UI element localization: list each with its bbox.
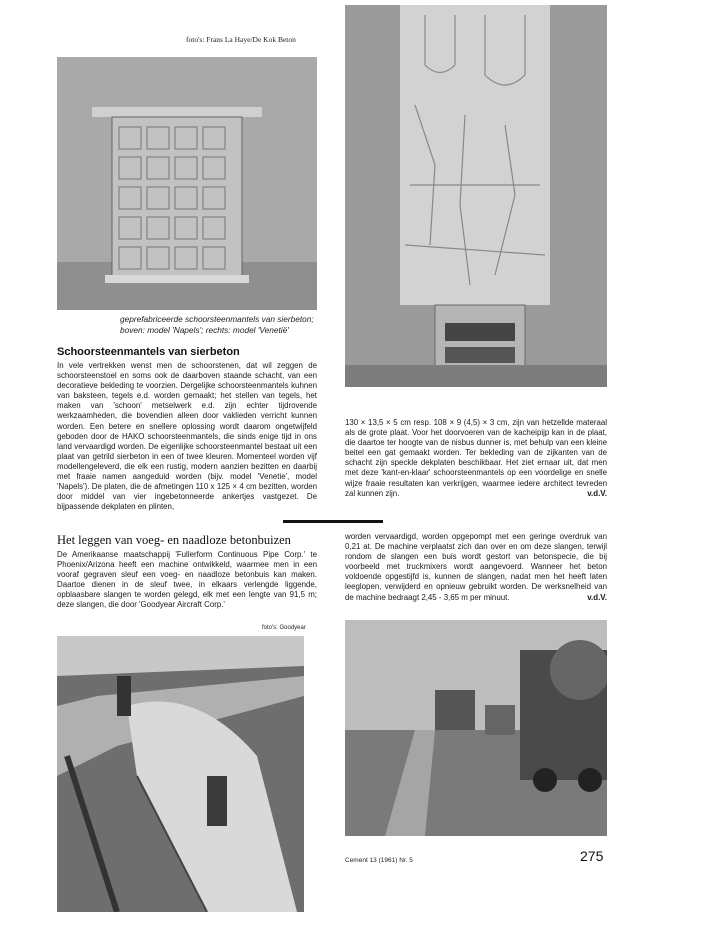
article2-heading: Het leggen van voeg- en naadloze betonbuizen [57, 533, 291, 547]
article1-signature: v.d.V. [587, 488, 607, 498]
article2-body-right [345, 532, 607, 603]
caption-line-1: geprefabriceerde schoorsteenmantels van sierbeton; [120, 314, 314, 324]
photo-caption [120, 314, 335, 336]
photo-truckmixers [345, 620, 607, 836]
article2-body-right-text: worden vervaardigd, worden opgepompt met een geringe overdruk van 0,21 at. De machine verplaatst zich dan over en om deze slangen, terwijl rondom de slangen een buis wordt gestort van betonspecie, die bij voorbeeld met truckmixers wordt aangevoerd. Wanneer het beton voldoende opgestijfd is, kunnen de slangen, nadat men het heeft laten leeglopen, verwijderd en opnieuw gebruikt worden. De werksnelheid van de machine bedraagt 2,45 - 3,65 m per minuut. [345, 532, 607, 602]
photo-credit-top: foto's: Frans La Haye/De Kok Beton [186, 35, 296, 44]
article2-signature: v.d.V. [587, 592, 607, 602]
article1-body-left: In vele vertrekken wenst men de schoorstenen, dat wil zeggen de schoorsteenstoel en soms ook de daarboven staande schacht, van een decoratieve bekleding te voorzien. Dergelijke schoorsteenmantels kuhnen van baksteen, tegels e.d. worden gemaakt; het stellen van tegels, het maken van 'schoon' metselwerk e.d. zijn echter tijdrovende werkzaamheden, die bovendien alleen door vaklieden verricht kunnen worden. Een betere en snellere oplossing wordt daarom ongetwijfeld geboden door de HAKO schoorsteenmantels, die sinds enige tijd in ons land vervaardigd worden. De eigenlijke schoorsteenmantel bestaat uit een plaat van getrild sierbeton in een of twee kleuren. Momenteel worden vijf modellengeleverd, die elk een rustig, modern aanzien bezitten en daarbij met fraaie namen aangeduid worden (bijv. model 'Venetie', model 'Napels'). De platen, die de afmetingen 110 x 125 × 4 cm bezitten, worden door middel van vier ingebetonneerde ankertjes vastgezet. De bijpassende dekplaten en plinten, [57, 361, 317, 512]
article1-body-right [345, 418, 607, 499]
article1-body-right-text: 130 × 13,5 × 5 cm resp. 108 × 9 (4,5) × 3 cm, zijn van hetzellde materaal als de grote plaat. Voor het doorvoeren van de kacheipijp kan in de plaat, die daartoe ter hoogte van de nisbus dunner is, met behulp van een kleine beitel een gat gemaakt worden. Ter bekleding van de zijkanten van de schacht zijn speckle dekplaten beschikbaar. Het ziet ernaar uit, dat men met deze 'kant-en-klaar' schoorsteenmantels op een voordelige en snelle wijze fraaie resultaten kan verkrijgen, waarmee iedere architect tevreden zal kunnen zijn. [345, 418, 607, 498]
journal-reference: Cement 13 (1961) Nr. 5 [345, 857, 413, 864]
caption-line-2: boven: model 'Napels'; rechts: model 'Venetië' [120, 325, 289, 335]
photo-pipe-laying [57, 636, 304, 912]
photo-fireplace-napels [57, 57, 317, 310]
section-divider [283, 520, 383, 523]
article1-heading: Schoorsteenmantels van sierbeton [57, 346, 240, 358]
article2-body-left: De Amerikaanse maatschappij 'Fullerform Continuous Pipe Corp.' te Phoenix/Arizona heeft een machine ontwikkeld, waarmee men in een vooraf gegraven sleuf een voeg- en naadloze betonbuis kan maken. Daartoe dienen in de sleuf twee, in elkaars verlengde liggende, opblaasbare slangen te worden gelegd, elk met een lengte van 91,5 m; deze slangen, die door 'Goodyear Aircraft Corp.' [57, 550, 317, 610]
photo-fireplace-venetie [345, 5, 607, 387]
page-number: 275 [580, 848, 604, 864]
photo-credit-goodyear: foto's: Goodyear [262, 625, 306, 631]
